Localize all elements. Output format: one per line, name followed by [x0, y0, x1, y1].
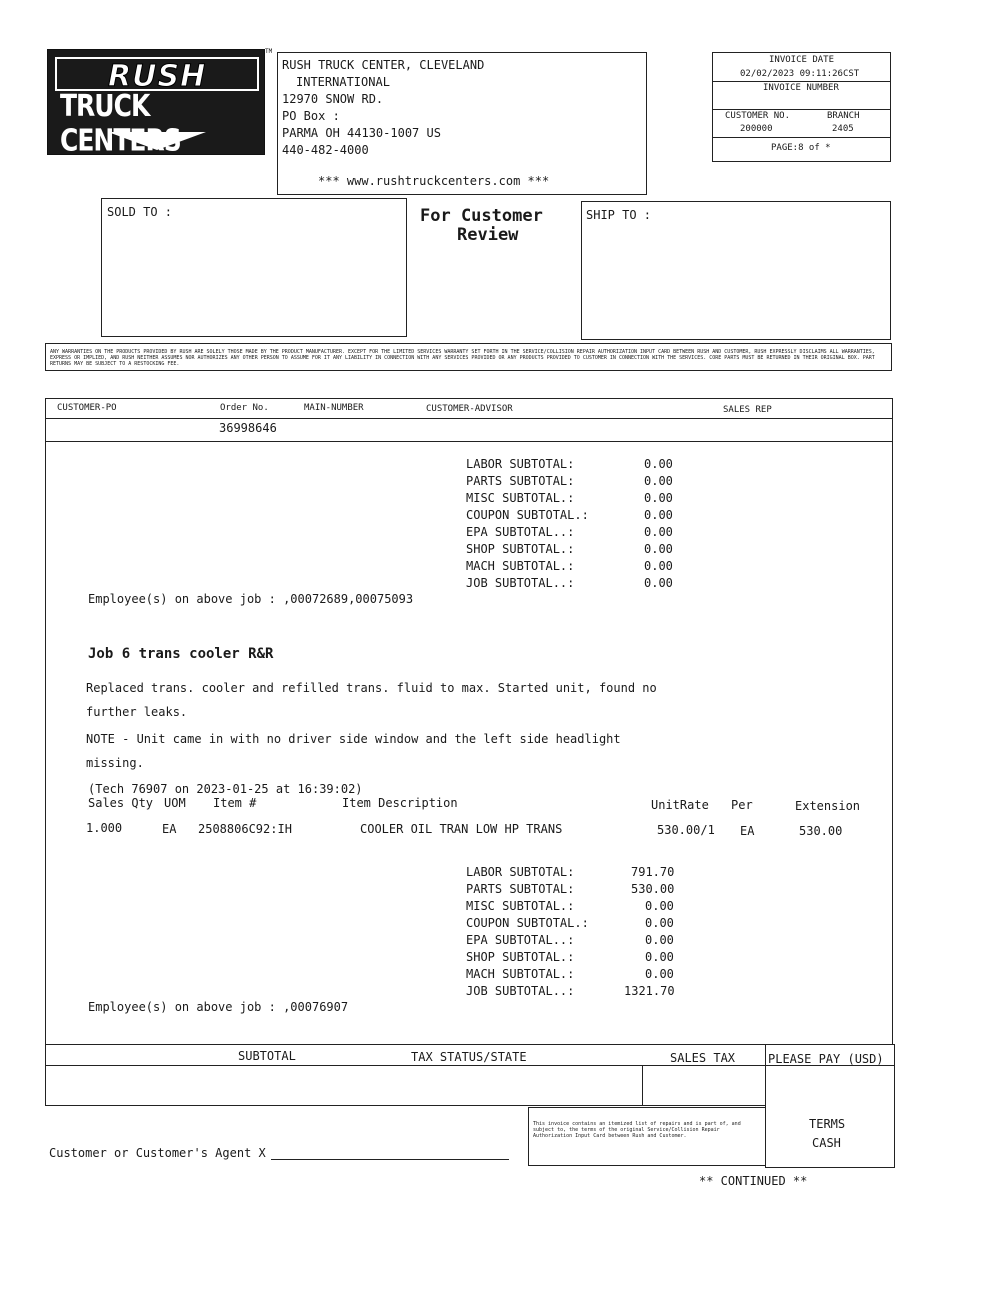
subtotal-value: 0.00 [645, 899, 674, 913]
subtotal-label: SHOP SUBTOTAL.: [466, 950, 575, 964]
subtotal-label: MACH SUBTOTAL.: [466, 967, 575, 981]
subtotal-value: 0.00 [644, 559, 673, 573]
job-description-line-2: further leaks. [86, 705, 188, 719]
dealer-street: 12970 SNOW RD. [282, 92, 384, 106]
subtotal-label: PARTS SUBTOTAL: [466, 474, 575, 488]
divider [45, 398, 892, 399]
trademark-mark: TM [265, 48, 273, 55]
divider [45, 418, 892, 419]
divider [766, 1167, 895, 1168]
dealer-line-2: INTERNATIONAL [296, 75, 390, 89]
tax-status-header: TAX STATUS/STATE [411, 1050, 527, 1064]
please-pay-header: PLEASE PAY (USD) [768, 1052, 884, 1066]
subtotal-value: 0.00 [644, 525, 673, 539]
main-number-header: MAIN-NUMBER [304, 403, 364, 413]
item-qty: 1.000 [86, 821, 123, 835]
branch-value: 2405 [832, 124, 854, 134]
employees-line-2: Employee(s) on above job : ,00076907 [88, 1000, 349, 1014]
sales-tax-header: SALES TAX [670, 1051, 736, 1065]
customer-no-label: CUSTOMER NO. [725, 111, 791, 121]
sales-rep-header: SALES REP [723, 405, 772, 415]
item-unit-rate: 530.00/1 [657, 823, 715, 837]
subtotal-label: EPA SUBTOTAL..: [466, 933, 575, 947]
terms-label: TERMS [809, 1117, 846, 1131]
invoice-note-text: This invoice contains an itemized list of repairs and is part of, and subject to, the terms of the original Service/Collision Repair Authorization Input Card between Rush and Customer. [533, 1121, 741, 1139]
subtotal-value: 0.00 [645, 933, 674, 947]
subtotal-label: SHOP SUBTOTAL.: [466, 542, 575, 556]
subtotal-label: JOB SUBTOTAL..: [466, 984, 575, 998]
subtotal-value: 791.70 [631, 865, 675, 879]
subtotal-value: 0.00 [644, 508, 673, 522]
col-sales-qty: Sales Qty [88, 796, 154, 810]
continued-text: ** CONTINUED ** [699, 1174, 808, 1188]
subtotal-label: JOB SUBTOTAL..: [466, 576, 575, 590]
signature-line [271, 1159, 509, 1160]
subtotal-header: SUBTOTAL [238, 1049, 296, 1063]
item-extension: 530.00 [799, 824, 843, 838]
invoice-date-value: 02/02/2023 09:11:26CST [740, 69, 860, 79]
page-indicator: PAGE:8 of * [771, 143, 831, 153]
item-number: 2508806C92:IH [198, 822, 292, 836]
invoice-number-label: INVOICE NUMBER [763, 83, 839, 93]
divider [712, 137, 891, 138]
subtotal-label: COUPON SUBTOTAL.: [466, 508, 589, 522]
item-description: COOLER OIL TRAN LOW HP TRANS [360, 822, 563, 836]
subtotal-label: LABOR SUBTOTAL: [466, 457, 575, 471]
dealer-city-state: PARMA OH 44130-1007 US [282, 126, 441, 140]
divider [45, 1105, 765, 1106]
job-note-line-1: NOTE - Unit came in with no driver side window and the left side headlight [86, 732, 621, 746]
invoice-date-label: INVOICE DATE [769, 55, 835, 65]
dealer-website: *** www.rushtruckcenters.com *** [318, 174, 550, 188]
subtotal-label: MISC SUBTOTAL.: [466, 491, 575, 505]
subtotal-label: MACH SUBTOTAL.: [466, 559, 575, 573]
subtotal-label: COUPON SUBTOTAL.: [466, 916, 589, 930]
logo-rush-text: RUSH [108, 59, 207, 94]
ship-to-label: SHIP TO : [586, 208, 652, 222]
col-uom: UOM [164, 796, 186, 810]
customer-no-value: 200000 [740, 124, 773, 134]
logo-truck-centers-text: TRUCK CENTERS [60, 88, 181, 155]
divider [712, 81, 891, 82]
employees-line-1: Employee(s) on above job : ,00072689,00075093 [88, 592, 414, 606]
subtotal-value: 0.00 [644, 542, 673, 556]
col-extension: Extension [795, 799, 861, 813]
review-title-line-2: Review [457, 225, 519, 245]
warranty-disclaimer: ANY WARRANTIES ON THE PRODUCTS PROVIDED BY RUSH ARE SOLELY THOSE MADE BY THE PRODUCT MANUFACTURER. EXCEPT FOR THE LIMITED SERVICES WARRANTY SET FORTH IN THE SERVICE/COLLISION REPAIR AUTHORIZATION INPUT CARD BETWEEN RUSH AND CUSTOMER, RUSH EXPRESSLY DISCLAIMS ALL WARRANTIES, EXPRESS OR IMPLIED, AND RUSH NEITHER ASSUMES NOR AUTHORIZES ANY OTHER PERSON TO ASSUME FOR IT ANY LIABILITY IN CONNECTION WITH ANY SERVICES PROVIDED OR ANY PRODUCTS PROVIDED TO CUSTOMER IN CONNECTION WITH THE SERVICES. CORE PARTS MUST BE RETURNED IN THEIR ORIGINAL BOX. PART RETURNS MAY BE SUBJECT TO A RESTOCKING FEE. [50, 349, 875, 367]
subtotal-value: 0.00 [645, 916, 674, 930]
divider [45, 1065, 894, 1066]
subtotal-label: LABOR SUBTOTAL: [466, 865, 575, 879]
order-no-value: 36998646 [219, 421, 277, 435]
review-title-line-1: For Customer [420, 206, 543, 226]
agent-signature-label: Customer or Customer's Agent X [49, 1146, 266, 1160]
subtotal-value: 530.00 [631, 882, 675, 896]
subtotal-value: 0.00 [644, 474, 673, 488]
branch-label: BRANCH [827, 111, 860, 121]
divider [45, 441, 892, 442]
job-description-line-1: Replaced trans. cooler and refilled trans. fluid to max. Started unit, found no [86, 681, 657, 695]
frame-left [45, 398, 46, 1105]
sold-to-label: SOLD TO : [107, 205, 173, 219]
dealer-name: RUSH TRUCK CENTER, CLEVELAND [282, 58, 485, 72]
col-unit-rate: UnitRate [651, 798, 709, 812]
frame-right-bottom [894, 1044, 895, 1168]
subtotal-value: 0.00 [644, 576, 673, 590]
divider [45, 1044, 894, 1045]
item-uom: EA [162, 822, 177, 836]
dealer-phone: 440-482-4000 [282, 143, 369, 157]
col-item-no: Item # [213, 796, 257, 810]
item-per: EA [740, 824, 755, 838]
customer-po-header: CUSTOMER-PO [57, 403, 117, 413]
col-per: Per [731, 798, 753, 812]
customer-advisor-header: CUSTOMER-ADVISOR [426, 404, 513, 414]
subtotal-value: 0.00 [645, 967, 674, 981]
subtotal-label: PARTS SUBTOTAL: [466, 882, 575, 896]
divider [712, 109, 891, 110]
subtotal-value: 0.00 [644, 457, 673, 471]
rush-logo [47, 49, 265, 155]
order-no-header: Order No. [220, 403, 269, 413]
subtotal-value: 0.00 [644, 491, 673, 505]
subtotal-label: MISC SUBTOTAL.: [466, 899, 575, 913]
job-note-line-2: missing. [86, 756, 144, 770]
dealer-po-box: PO Box : [282, 109, 340, 123]
subtotal-label: EPA SUBTOTAL..: [466, 525, 575, 539]
job-title: Job 6 trans cooler R&R [88, 646, 274, 662]
tech-timestamp: (Tech 76907 on 2023-01-25 at 16:39:02) [88, 782, 363, 796]
frame-right [892, 398, 893, 1044]
terms-value: CASH [812, 1136, 841, 1150]
subtotal-value: 1321.70 [624, 984, 675, 998]
col-item-description: Item Description [342, 796, 458, 810]
subtotal-value: 0.00 [645, 950, 674, 964]
divider [642, 1065, 643, 1106]
